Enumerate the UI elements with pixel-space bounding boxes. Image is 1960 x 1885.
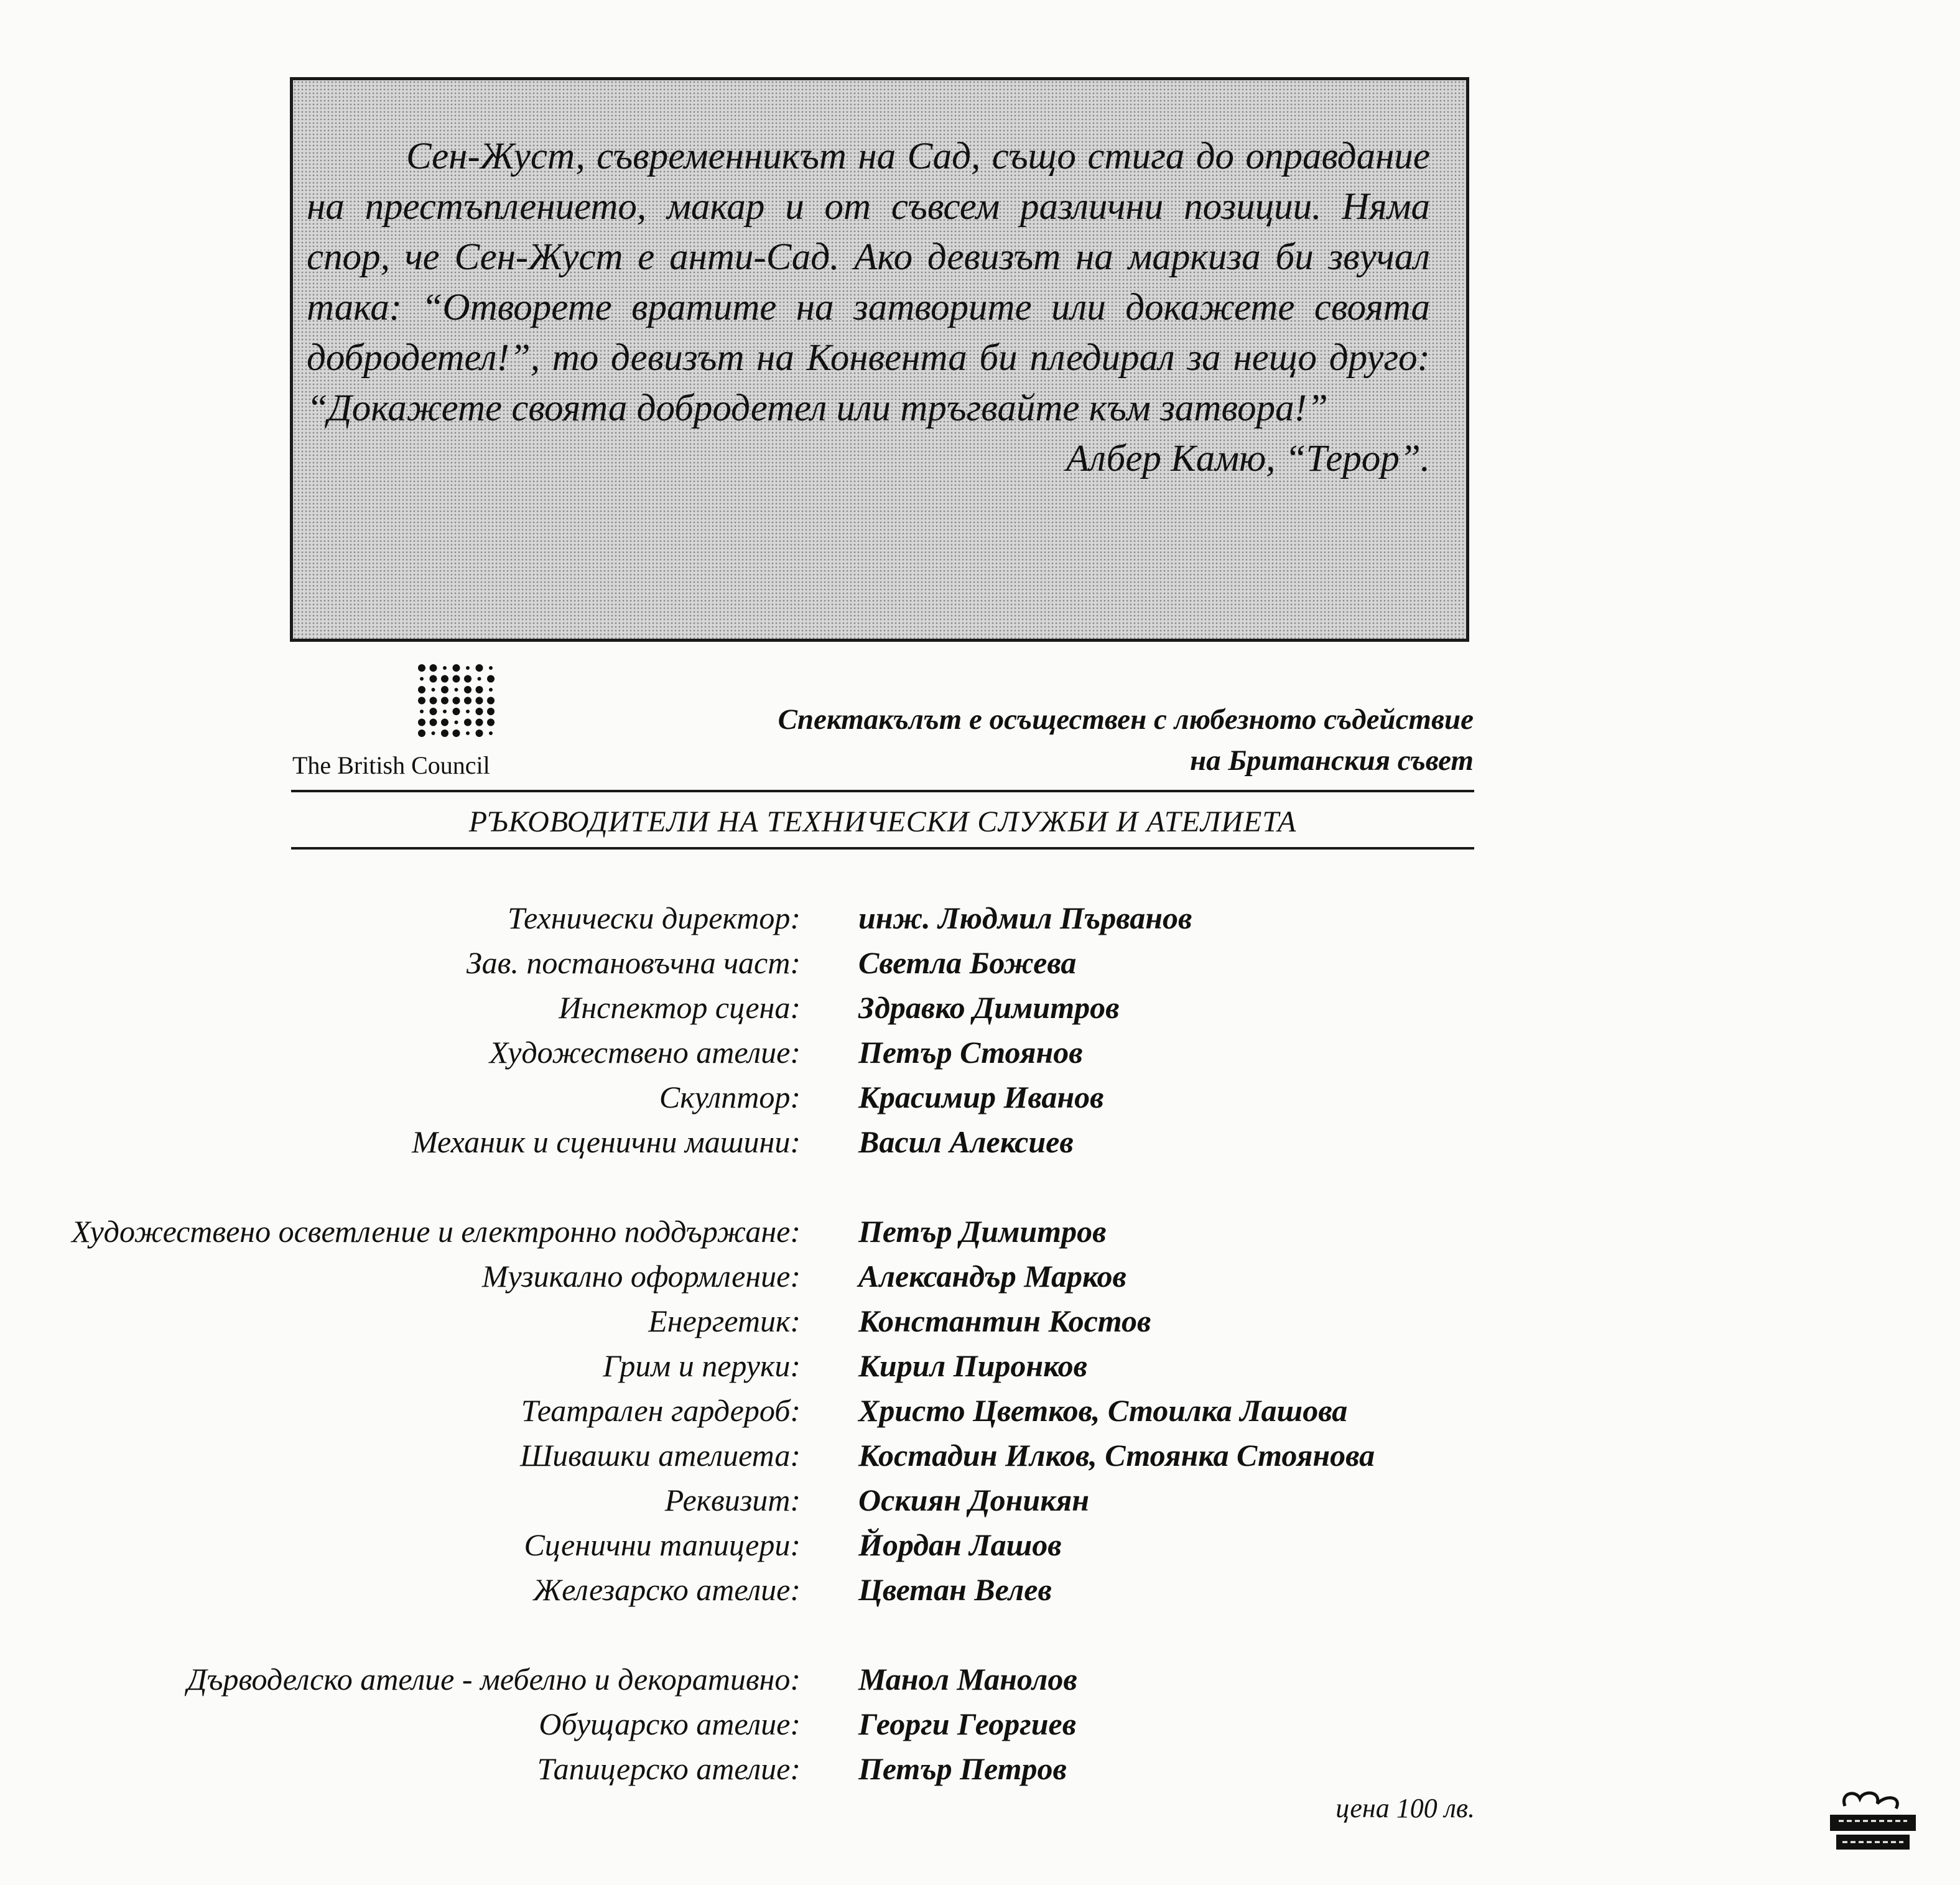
staff-role: Скулптор: — [659, 1080, 801, 1114]
staff-row — [0, 1612, 1960, 1702]
logo-dot — [487, 719, 495, 726]
logo-dot — [476, 686, 483, 693]
staff-row — [0, 1164, 1960, 1254]
logo-dot — [487, 675, 495, 683]
logo-dot — [443, 710, 447, 713]
national-theatre-logo-icon — [1826, 1787, 1920, 1855]
staff-role: Зав. постановъчна част: — [466, 945, 801, 980]
staff-role: Реквизит: — [664, 1483, 801, 1517]
staff-name: Петър Стоянов — [858, 1035, 1083, 1070]
logo-dot — [476, 719, 483, 726]
bottom-divider — [291, 847, 1474, 850]
logo-dot — [430, 675, 437, 683]
logo-dot — [464, 675, 471, 683]
staff-role: Сценични тапицери: — [524, 1527, 801, 1562]
logo-dot — [464, 697, 471, 705]
staff-name: Петър Димитров — [858, 1214, 1107, 1249]
staff-role: Енергетик: — [648, 1304, 801, 1338]
logo-dot — [489, 731, 493, 735]
logo-dot — [489, 688, 493, 692]
logo-dot — [418, 719, 425, 726]
staff-role: Художествено осветление и електронно поддържане: — [72, 1214, 801, 1249]
staff-row — [0, 1478, 1960, 1522]
staff-row — [0, 1746, 1960, 1791]
staff-name: Костадин Илков, Стоянка Стоянова — [858, 1438, 1375, 1473]
logo-dot — [441, 729, 448, 737]
logo-dot — [418, 729, 425, 737]
british-council-name: The British Council — [292, 751, 490, 779]
logo-dot — [430, 664, 437, 672]
logo-dot — [453, 675, 460, 683]
staff-row — [0, 1433, 1960, 1478]
sponsor-line-1: Спектакълът е осъществен с любезното съдействие — [778, 703, 1474, 736]
sponsor-line-2: на Британския съвет — [1189, 744, 1474, 777]
logo-dot — [476, 664, 483, 672]
staff-row — [0, 1567, 1960, 1612]
staff-role: Тапицерско ателие: — [537, 1751, 801, 1786]
logo-dot — [476, 697, 483, 705]
staff-row — [0, 985, 1960, 1030]
staff-role: Железарско ателие: — [533, 1572, 801, 1607]
staff-name: Манол Манолов — [858, 1662, 1077, 1697]
logo-dot — [466, 710, 470, 713]
logo-dot — [418, 686, 425, 693]
logo-dot — [430, 719, 437, 726]
price-label: цена 100 лв. — [1335, 1793, 1475, 1823]
staff-role: Музикално оформление: — [481, 1259, 801, 1294]
section-title: РЪКОВОДИТЕЛИ НА ТЕХНИЧЕСКИ СЛУЖБИ И АТЕЛИЕТА — [468, 805, 1297, 838]
logo-dot — [441, 675, 448, 683]
staff-role: Шивашки ателиета: — [520, 1438, 801, 1473]
staff-row — [0, 940, 1960, 985]
staff-role: Технически директор: — [508, 901, 801, 935]
logo-dot — [430, 708, 437, 715]
staff-role: Механик и сценични машини: — [412, 1124, 801, 1159]
staff-name: Васил Алексиев — [858, 1124, 1074, 1159]
staff-row — [0, 896, 1960, 940]
staff-list — [0, 896, 1960, 1791]
sponsor-note — [541, 699, 1474, 781]
logo-dot — [455, 721, 458, 725]
logo-dot — [487, 708, 495, 715]
logo-dot — [441, 697, 448, 705]
quote-text: Сен-Жуст, съвременникът на Сад, също стига до оправдание на престъплението, макар и от съвсем различни позиции. Няма спор, че Сен-Жуст е анти-Сад. Ако девизът на маркиза би звучал така: “Отворете вратите на затворите или докажете своята добродетел!”, то девизът на Конвента би пледирал за нещо друго: “Докажете своята добродетел или тръгвайте към затвора!” — [307, 136, 1430, 429]
quote-attribution: Албер Камю, “Терор”. — [1066, 438, 1430, 479]
staff-row — [0, 1343, 1960, 1388]
staff-row — [0, 1075, 1960, 1119]
logo-dot — [432, 731, 435, 735]
staff-role: Театрален гардероб: — [521, 1393, 801, 1428]
logo-dot — [441, 719, 448, 726]
logo-dot — [430, 697, 437, 705]
logo-dot — [478, 677, 481, 681]
staff-name: Светла Божева — [858, 945, 1077, 980]
staff-name: Оскиян Доникян — [858, 1483, 1090, 1517]
staff-name: Кирил Пиронков — [858, 1348, 1087, 1383]
logo-dot — [489, 666, 493, 670]
staff-name: Александър Марков — [858, 1259, 1126, 1294]
staff-row — [0, 1030, 1960, 1075]
logo-dot — [453, 664, 460, 672]
staff-name: Здравко Димитров — [858, 990, 1120, 1025]
quote-box — [290, 77, 1469, 642]
logo-dot — [455, 688, 458, 692]
staff-name: Георги Георгиев — [858, 1707, 1077, 1741]
logo-dot — [432, 688, 435, 692]
logo-dot — [476, 729, 483, 737]
staff-row — [0, 1388, 1960, 1433]
staff-role: Дърводелско ателие - мебелно и декоративно: — [187, 1662, 801, 1697]
staff-name: Красимир Иванов — [858, 1080, 1104, 1114]
logo-dot — [464, 719, 471, 726]
staff-row — [0, 1254, 1960, 1299]
logo-dot — [418, 664, 425, 672]
staff-role: Грим и перуки: — [603, 1348, 801, 1383]
logo-dot — [487, 697, 495, 705]
logo-dot — [453, 708, 460, 715]
staff-role: Обущарско ателие: — [539, 1707, 801, 1741]
logo-dot — [441, 686, 448, 693]
staff-name: Христо Цветков, Стоилка Лашова — [858, 1393, 1348, 1428]
staff-row — [0, 1119, 1960, 1164]
logo-dot — [453, 697, 460, 705]
staff-name: инж. Людмил Първанов — [858, 901, 1192, 935]
staff-row — [0, 1522, 1960, 1567]
logo-dot — [418, 697, 425, 705]
logo-dot — [420, 677, 424, 681]
staff-name: Йордан Лашов — [858, 1527, 1062, 1562]
staff-name: Константин Костов — [858, 1304, 1151, 1338]
top-divider — [291, 790, 1474, 792]
logo-dot — [466, 731, 470, 735]
staff-role: Художествено ателие: — [489, 1035, 801, 1070]
logo-dot — [453, 729, 460, 737]
british-council-logo-icon — [416, 662, 498, 739]
staff-name: Петър Петров — [858, 1751, 1067, 1786]
staff-row — [0, 1299, 1960, 1343]
logo-dot — [466, 666, 470, 670]
logo-dot — [443, 666, 447, 670]
staff-row — [0, 1702, 1960, 1746]
staff-name: Цветан Велев — [858, 1572, 1052, 1607]
logo-dot — [464, 686, 471, 693]
logo-dot — [476, 708, 483, 715]
logo-dot — [420, 710, 424, 713]
staff-role: Инспектор сцена: — [559, 990, 801, 1025]
